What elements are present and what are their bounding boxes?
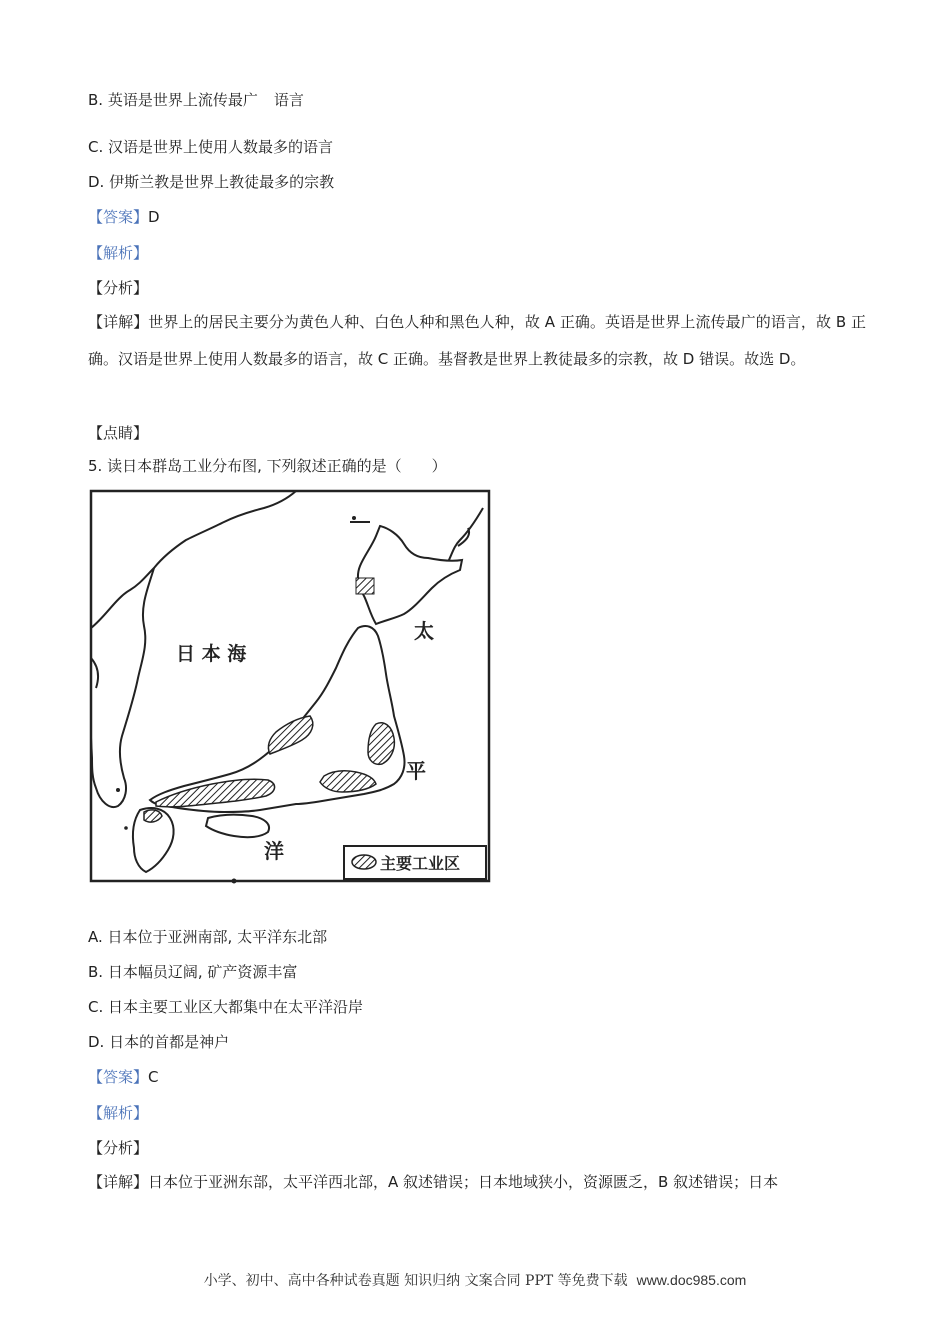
q5-detail-text: 日本位于亚洲东部，太平洋西北部，A 叙述错误；日本地域狭小，资源匮乏，B 叙述错误；日本	[148, 1173, 779, 1191]
q5-answer	[88, 1067, 159, 1087]
pacific-label-2: 平	[406, 759, 426, 783]
q5-option-a: A. 日本位于亚洲南部, 太平洋东北部	[88, 928, 328, 946]
q5-detail-tag: 【详解】	[88, 1173, 149, 1191]
map-legend	[344, 846, 486, 879]
q5-option-d: D. 日本的首都是神户	[88, 1033, 230, 1051]
q4-fenxi-tag: 【分析】	[88, 279, 149, 297]
sea-of-japan-label: 日 本 海	[176, 643, 247, 665]
q4-jiexi-tag: 【解析】	[88, 244, 149, 262]
q4-option-c: C. 汉语是世界上使用人数最多的语言	[88, 138, 334, 156]
q4-option-b	[88, 90, 304, 110]
pacific-label-3: 洋	[264, 839, 284, 863]
q5-fenxi-tag: 【分析】	[88, 1139, 149, 1157]
q4-dianjing-tag: 【点睛】	[88, 424, 149, 442]
q4-answer-tag: 【答案】	[88, 208, 149, 226]
q4-detail-text: 世界上的居民主要分为黄色人种、白色人种和黑色人种，故 A 正确。英语是世界上流传最广的语言，故 B 正确。汉语是世界上使用人数最多的语言，故 C 正确。基督教是世界上教徒最多的宗教，故 D 错误。故选 D。	[88, 313, 866, 368]
q4-option-b-text: B. 英语是世界上流传最广	[88, 91, 258, 109]
island-dot	[232, 879, 237, 884]
q4-detail-tag: 【详解】	[88, 313, 149, 331]
q5-stem: 5. 读日本群岛工业分布图, 下列叙述正确的是（ ）	[88, 457, 447, 475]
legend-label: 主要工业区	[380, 854, 461, 873]
q5-option-b: B. 日本幅员辽阔, 矿产资源丰富	[88, 963, 298, 981]
q5-answer-tag: 【答案】	[88, 1068, 149, 1086]
q5-answer-value: C	[148, 1068, 159, 1086]
q4-answer-value: D	[148, 208, 160, 226]
footer-text: 小学、初中、高中各种试卷真题 知识归纳 文案合同 PPT 等免费下载	[203, 1273, 628, 1289]
japan-industry-map	[88, 488, 494, 886]
island-dot	[352, 516, 356, 520]
q4-option-b-text-end: 语言	[273, 91, 304, 109]
footer-url[interactable]: www.doc985.com	[636, 1272, 747, 1288]
island-dot	[124, 826, 128, 830]
q5-option-c: C. 日本主要工业区大都集中在太平洋沿岸	[88, 998, 364, 1016]
hokkaido-industry-zone	[356, 578, 374, 594]
q4-detail	[88, 304, 866, 378]
q5-detail	[88, 1172, 778, 1192]
q5-jiexi-tag: 【解析】	[88, 1104, 149, 1122]
pacific-label-1: 太	[414, 619, 434, 643]
legend-industry-swatch	[352, 855, 376, 869]
island-dot	[116, 788, 120, 792]
q4-option-d: D. 伊斯兰教是世界上教徒最多的宗教	[88, 173, 335, 191]
q4-answer	[88, 207, 160, 227]
page-footer	[0, 1270, 950, 1290]
